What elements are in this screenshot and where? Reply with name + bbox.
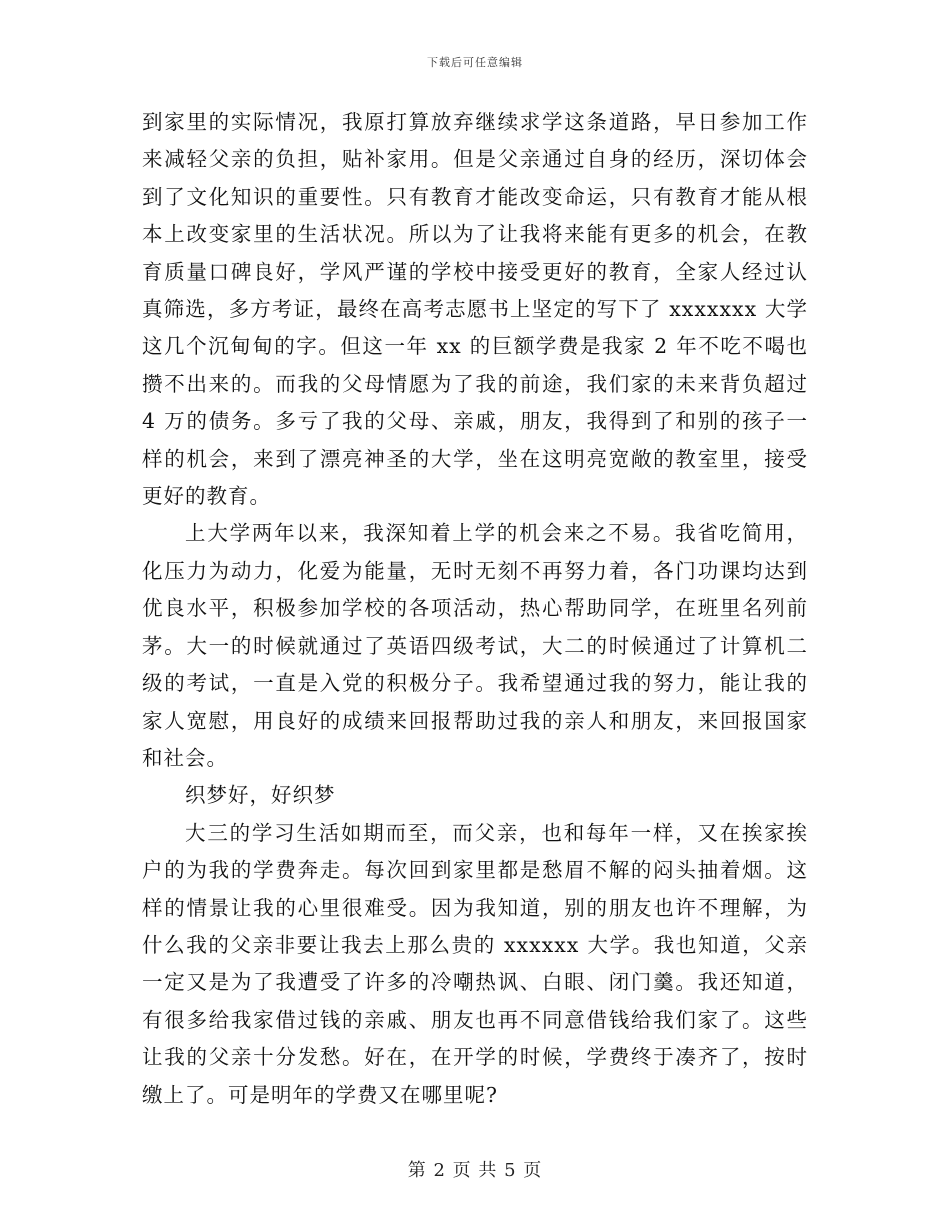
page-number-footer: 第 2 页 共 5 页 — [407, 1160, 543, 1181]
page-header: 下载后可任意编辑 — [427, 56, 523, 69]
paragraph-third-year: 大三的学习生活如期而至，而父亲，也和每年一样，又在挨家挨户的为我的学费奔走。每次回到家里都是愁眉不解的闷头抽着烟。这样的情景让我的心里很难受。因为我知道，别的朋友也许不理解，为什么我的父亲非要让我去上那么贵的 xxxxxx 大学。我也知道，父亲一定又是为了我遭受了许多的冷嘲热讽、白眼、闭门羹。我还知道，有很多给我家借过钱的亲戚、朋友也再不同意借钱给我们家了。这些让我的父亲十分发愁。好在，在开学的时候，学费终于凑齐了，按时缴上了。可是明年的学费又在哪里呢? — [142, 820, 808, 1107]
paragraph-university-years: 上大学两年以来，我深知着上学的机会来之不易。我省吃简用，化压力为动力，化爱为能量，无时无刻不再努力着，各门功课均达到优良水平，积极参加学校的各项活动，热心帮助同学，在班里名列前茅。大一的时候就通过了英语四级考试，大二的时候通过了计算机二级的考试，一直是入党的积极分子。我希望通过我的努力，能让我的家人宽慰，用良好的成绩来回报帮助过我的亲人和朋友，来回报国家和社会。 — [142, 521, 808, 770]
paragraph-short-line: 织梦好，好织梦 — [185, 783, 336, 808]
document-body — [142, 104, 808, 1114]
paragraph-continued: 到家里的实际情况，我原打算放弃继续求学这条道路，早日参加工作来减轻父亲的负担，贴补家用。但是父亲通过自身的经历，深切体会到了文化知识的重要性。只有教育才能改变命运，只有教育才能从根本上改变家里的生活状况。所以为了让我将来能有更多的机会，在教育质量口碑良好，学风严谨的学校中接受更好的教育，全家人经过认真筛选，多方考证，最终在高考志愿书上坚定的写下了 xxxxxxx 大学这几个沉甸甸的字。但这一年 xx 的巨额学费是我家 2 年不吃不喝也攒不出来的。而我的父母情愿为了我的前途，我们家的未来背负超过 4 万的债务。多亏了我的父母、亲戚，朋友，我得到了和别的孩子一样的机会，来到了漂亮神圣的大学，坐在这明亮宽敞的教室里，接受更好的教育。 — [142, 110, 808, 509]
